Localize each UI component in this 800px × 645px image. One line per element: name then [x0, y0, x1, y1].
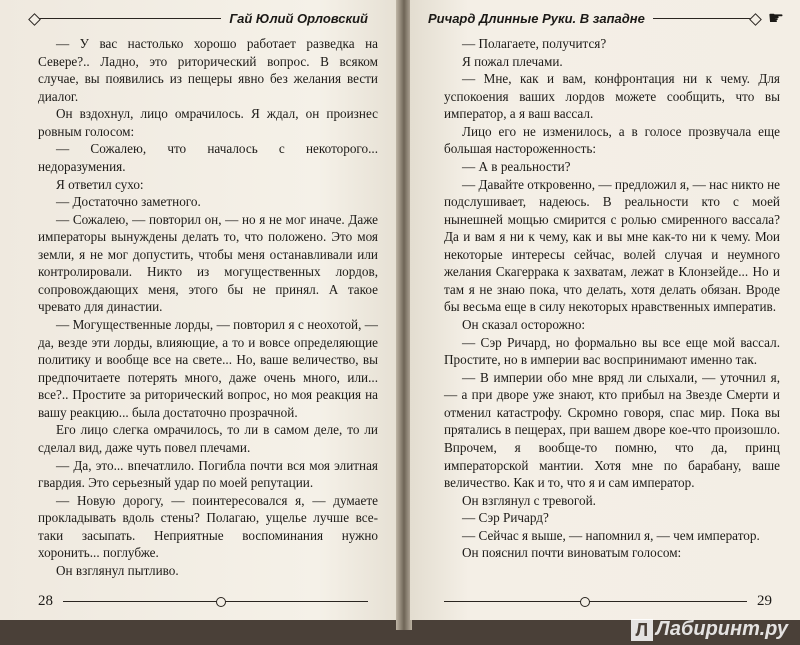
paragraph: — Достаточно заметного. [56, 194, 201, 210]
header-rule [30, 18, 221, 19]
left-running-head-text: Гай Юлий Орловский [229, 10, 368, 26]
paragraph: — Полагаете, получится? [462, 36, 607, 51]
left-page [0, 0, 398, 620]
paragraph: — Могущественные лорды, — повторил я с неохотой, — да, везде эти лорды, влияющие, а то и вовсе определяющие политику и вообще все на свете... Но, ваше величество, вы предпочитаете потерять много, даже очень много, или... все?.. Простите за риторический вопрос, но моя реакция на вашу реакцию... была достаточно прозрачной. [38, 317, 378, 420]
left-page-text [38, 35, 378, 579]
paragraph: — Сэр Ричард? [462, 510, 549, 526]
right-running-head-text: Ричард Длинные Руки. В западне [428, 10, 645, 26]
paragraph: — У вас настолько хорошо работает разведка на Севере?.. Ладно, это риторический вопрос. В всяком случае, вы появились из пещеры явно без желания вести диалог. [38, 36, 378, 104]
footer-ornament [444, 601, 747, 602]
paragraph: — Новую дорогу, — поинтересовался я, — думаете прокладывать вдоль стены? Полагаю, ущелье лучше все-таки засыпать. Неприятные воспоминания нужно хоронить... поглубже. [38, 492, 378, 561]
paragraph: Он взглянул пытливо. [56, 562, 179, 578]
paragraph: — Сожалею, — повторил он, — но я не мог иначе. Даже императоры вынуждены делать то, что положено. Это моя земли, я не мог допустить, чтобы меня останавливали или контролировали. Никто из могущественных лордов, сопровождающих меня, этого бы не принял. А такое чревато для династии. [38, 211, 378, 315]
paragraph: — Сожалею, что началось с некоторого... недоразумения. [38, 141, 378, 174]
ornament-knot-icon [580, 597, 590, 607]
watermark-text: Лабиринт.ру [655, 618, 788, 640]
paragraph: — Давайте откровенно, — предложил я, — нас никто не подслушивает, надеюсь. В реальности кто с моей нынешней мощью смирится с ролью смиренного вассала? Да и вам я ни к чему, как и вы мне как-то ни к чему. Мои некоторые интересы сейчас, волей случая и неумного желания Скагеррака к захватам, лежат в Клонзейде... Но и там я не знаю пока, что делать, хотя делать обязан. Вроде бы весьма еще в силу некоторых нравственных императив. [444, 176, 780, 315]
right-page-number: 29 [757, 592, 772, 609]
paragraph: — Сэр Ричард, но формально вы все еще мой вассал. Простите, но в империи вас воспринимают именно так. [444, 334, 780, 368]
left-page-number: 28 [38, 592, 53, 609]
paragraph: — А в реальности? [462, 158, 571, 174]
paragraph: Его лицо слегка омрачилось, то ли в самом деле, то ли сделал вид, даже чуть повел плечами. [38, 422, 378, 455]
ornament-knot-icon [216, 597, 226, 607]
left-running-head [30, 6, 368, 30]
watermark-logo-icon: Л [631, 619, 653, 641]
paragraph: Я пожал плечами. [462, 53, 563, 69]
left-footer [38, 590, 368, 612]
paragraph: Он сказал осторожно: [462, 317, 586, 332]
right-page [410, 0, 800, 620]
footer-ornament [63, 601, 368, 602]
paragraph: — Сейчас я выше, — напомнил я, — чем император. [462, 527, 760, 543]
right-page-text [444, 35, 780, 562]
paragraph: Он вздохнул, лицо омрачилось. Я ждал, он произнес ровным голосом: [38, 106, 378, 139]
site-watermark [631, 618, 788, 641]
paragraph: Лицо его не изменилось, а в голосе прозвучала еще большая настороженность: [444, 123, 780, 157]
right-running-head [428, 6, 784, 30]
paragraph: — В империи обо мне вряд ли слыхали, — уточнил я, — а при дворе уже знают, кто прибыл на Звезде Смерти и отменил катастрофу. Скромно говоря, спас мир. Пока вы прятались в пещерах, при вашем дворе кое-что произошло. Впрочем, я вообще-то помню, что да, принц императорской мантии. Хотя мне по барабану, ваше величество. Как и то, что я и сам император. [444, 369, 780, 491]
paragraph: Я ответил сухо: [56, 176, 144, 192]
paragraph: — Да, это... впечатлило. Погибла почти вся моя элитная гвардия. Это серьезный удар по моей репутации. [38, 457, 378, 491]
right-footer [444, 590, 772, 612]
header-rule [653, 18, 760, 19]
pointing-hand-icon: ☛ [767, 8, 784, 28]
paragraph: Он пояснил почти виноватым голосом: [462, 545, 682, 561]
paragraph: — Мне, как и вам, конфронтация ни к чему. Для успокоения ваших лордов можете сообщить, что вы император, а я ваш вассал. [444, 71, 780, 122]
paragraph: Он взглянул с тревогой. [462, 492, 596, 508]
